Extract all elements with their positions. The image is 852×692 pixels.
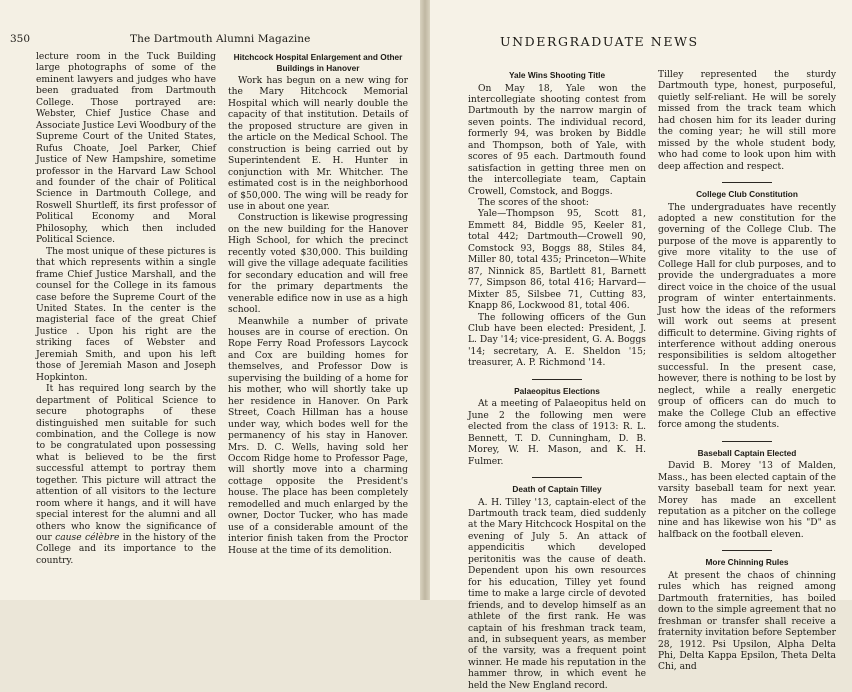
text-run: in the history of the College and its importance to the country.: [36, 533, 216, 566]
article-heading: Baseball Captain Elected: [697, 447, 797, 458]
paragraph: The most unique of these pictures is that which represents within a single frame Chief Justice Marshall, and the counsel for the College in its famous case before the Supreme Court of the United States. In the center is the magisterial face of the great Chief Justice . Upon his right are the striking faces of Webster and Jeremiah Smith, and upon his left those of Jeremiah Mason and Joseph Hopkinton.: [36, 246, 216, 383]
paragraph: On May 18, Yale won the intercollegiate shooting contest from Dartmouth by the narrow margin of seven points. The individual record, formerly 94, was broken by Biddle and Thompson, both of Yale, with scores of 95 each. Dartmouth found satisfaction in getting three men on the intercollegiate team, Captain Crowell, Comstock, and Boggs.: [468, 83, 646, 197]
right-column-2: [658, 70, 836, 674]
divider: [722, 182, 772, 183]
page-number: 350: [10, 33, 31, 45]
paragraph: [36, 384, 216, 567]
page-gutter: [420, 0, 430, 600]
article-heading: Hitchcock Hospital Enlargement and Other Buildings in Hanover: [233, 52, 403, 73]
paragraph: Tilley represented the sturdy Dartmouth type, honest, purposeful, quietly self-reliant. He will be sorely missed from the track team which had chosen him for its leader during the coming year; he will still more missed by the whole student body, who had come to look upon him with deep affection and respect.: [658, 70, 836, 172]
divider: [722, 441, 772, 442]
paragraph: The following officers of the Gun Club have been elected: President, J. L. Day '14; vice-president, G. A. Boggs '14; secretary, A. E. Sheldon '15; treasurer, A. P. Richmond '14.: [468, 312, 646, 369]
paragraph: Yale—Thompson 95, Scott 81, Emmett 84, Biddle 95, Keeler 81, total 442; Dartmouth—Crowell 90, Comstock 93, Boggs 88, Stiles 84, Miller 80, total 435; Princeton—White 87, Ninnick 85, Bartlett 81, Barnett 77, Simpson 86, total 416; Harvard—Mixter 85, Silsbee 71, Cutting 83, Knapp 86, Lockwood 81, total 406.: [468, 209, 646, 312]
divider: [722, 550, 772, 551]
paragraph: Work has begun on a new wing for the Mary Hitchcock Memorial Hospital which will nearly double the capacity of that institution. Details of the proposed structure are given in the article on the Medical School. The construction is being carried out by Superintendent E. H. Hunter in conjunction with Mr. Whitcher. The estimated cost is in the neighborhood of $50,000. The wing will be ready for use in about one year.: [228, 76, 408, 212]
left-column-1: [36, 52, 216, 567]
text-run: It has required long search by the department of Political Science to secure photographs of these distinguished men suitable for such combination, and the College is now to be congratulated upon possessing what is believed to be the first successful attempt to portray them together. This picture will attract the attention of all visitors to the lecture room where it hangs, and it will have special interest for the alumni and all others who know the significance of our: [36, 384, 216, 544]
article-heading: More Chinning Rules: [705, 557, 789, 568]
right-column-1: [468, 70, 646, 692]
paragraph: The undergraduates have recently adopted a new constitution for the governing of the College Club. The purpose of the move is apparently to give more vitality to the use of College Hall for club purposes, and to provide the undergraduates a more direct voice in the choice of the usual program of winter entertainments. Just how the ideas of the reformers will work out seems at present difficult to determine. Giving rights of interference without adding onerous responsibilities is seldom altogether successful. In the present case, however, there is nothing to be lost by neglect, while a really energetic group of officers can do much to make the College Club an effective force among the students.: [658, 202, 836, 431]
section-title: UNDERGRADUATE NEWS: [500, 34, 699, 49]
paragraph: At present the chaos of chinning rules which has reigned among Dartmouth fraternities, has boiled down to the simple agreement that no freshman or transfer shall receive a fraternity invitation before September 28, 1912. Psi Upsilon, Alpha Delta Phi, Delta Kappa Epsilon, Theta Delta Chi, and: [658, 570, 836, 673]
divider: [532, 379, 582, 380]
article-heading: Palaeopitus Elections: [514, 385, 600, 396]
article-heading: Yale Wins Shooting Title: [508, 70, 606, 80]
divider: [532, 477, 582, 478]
left-page: [0, 0, 420, 600]
paragraph: Meanwhile a number of private houses are in course of erection. On Rope Ferry Road Professors Laycock and Cox are building homes for themselves, and Professor Dow is supervising the building of a home for his mother, who will shortly take up her residence in Hanover. On Park Street, Coach Hillman has a house under way, which bodes well for the permanency of his stay in Hanover. Mrs. D. C. Wells, having sold her Occom Ridge home to Professor Page, will shortly move into a charming cottage opposite the President's house. The place has been completely remodelled and much enlarged by the owner, Doctor Tucker, who has made use of a considerable amount of the interior finish taken from the Proctor House at the time of its demolition.: [228, 316, 408, 556]
article-heading: Death of Captain Tilley: [512, 484, 602, 495]
italic-phrase: cause célèbre: [55, 533, 120, 544]
right-page: [430, 0, 852, 691]
paragraph: At a meeting of Palaeopitus held on June 2 the following men were elected from the class of 1913: R. L. Bennett, T. D. Cunningham, D. B. Morey, W. H. Mason, and K. H. Fulmer.: [468, 399, 646, 467]
paragraph: Construction is likewise progressing on the new building for the Hanover High School, for which the precinct recently voted $30,000. This building will give the village adequate facilities for secondary education and will free for the primary departments the venerable edifice now in use as a high school.: [228, 213, 408, 316]
article-heading: College Club Constitution: [696, 189, 798, 200]
paragraph: lecture room in the Tuck Building large photographs of some of the eminent lawyers and judges who have been graduated from Dartmouth College. Those portrayed are: Webster, Chief Justice Chase and Associate Justice Levi Woodbury of the Supreme Court of the United States, Rufus Choate, Joel Parker, Chief Justice of New Hampshire, sometime professor in the Harvard Law School and founder of the chair of Political Science in Dartmouth College, and Roswell Shurtleff, its first professor of Political Economy and Moral Philosophy, which then included Political Science.: [36, 52, 216, 246]
paragraph: The scores of the shoot:: [478, 198, 589, 209]
left-column-2: [228, 52, 408, 557]
paragraph: David B. Morey '13 of Malden, Mass., has been elected captain of the varsity baseball team for next year. Morey has made an excellent reputation as a pitcher on the college nine and has likewise won his "D" as halfback on the football eleven.: [658, 461, 836, 540]
running-title: The Dartmouth Alumni Magazine: [130, 33, 311, 45]
paragraph: A. H. Tilley '13, captain-elect of the Dartmouth track team, died suddenly at the Mary Hitchcock Hospital on the evening of July 5. An attack of appendicitis which developed peritonitis was the cause of death. Dependent upon his own resources for his education, Tilley yet found time to make a large circle of devoted friends, and to develop himself as an athlete of the first rank. He was captain of his freshman track team, and, in subsequent years, as member of the varsity, was a frequent point winner. He made his reputation in the hammer throw, in which event he held the New England record.: [468, 497, 646, 691]
